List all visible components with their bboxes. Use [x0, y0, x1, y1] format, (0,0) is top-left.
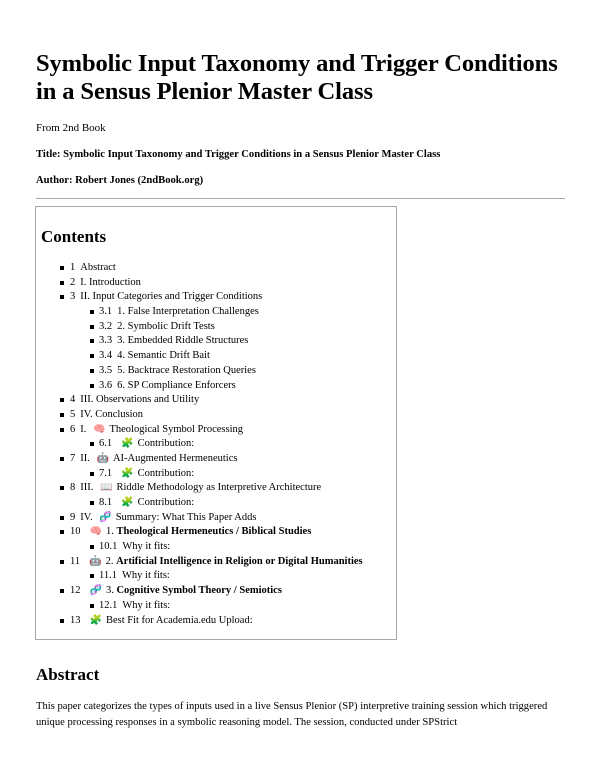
toc-number: 11.1 [99, 570, 117, 582]
toc-number: 12 [70, 585, 81, 597]
toc-number: 10.1 [99, 541, 118, 553]
toc-list [36, 261, 398, 628]
toc-item[interactable] [36, 261, 398, 276]
toc-item[interactable] [36, 276, 398, 291]
emoji-icon: 🧩 [121, 438, 134, 450]
toc-label: 1. False Interpretation Challenges [117, 306, 259, 318]
toc-item[interactable] [36, 379, 398, 394]
bullet-icon [90, 604, 94, 608]
toc-link[interactable] [70, 511, 256, 526]
toc-number: 10 [70, 526, 81, 538]
toc-label: Theological Hermeneutics / Biblical Studies [116, 526, 312, 538]
toc-label: Summary: What This Paper Adds [115, 511, 257, 523]
toc-link[interactable] [70, 290, 262, 305]
toc-prefix: 3. [105, 585, 114, 597]
toc-link[interactable] [99, 599, 170, 614]
bullet-icon [60, 281, 64, 285]
toc-label: Why it fits: [122, 599, 171, 611]
toc-number: 2 [70, 276, 76, 288]
toc-number: 3.1 [99, 306, 113, 318]
toc-label: 2. Symbolic Drift Tests [117, 320, 215, 332]
bullet-icon [60, 619, 64, 623]
toc-number: 6.1 [99, 438, 113, 450]
toc-label: Best Fit for Academia.edu Upload: [105, 614, 253, 626]
toc-link[interactable] [70, 614, 253, 629]
toc-label: Abstract [80, 262, 116, 273]
abstract-heading: Abstract [36, 665, 100, 684]
toc-link[interactable] [99, 364, 256, 379]
page-title: Symbolic Input Taxonomy and Trigger Conditions in a Sensus Plenior Master Class [36, 50, 558, 105]
toc-number: 3.6 [99, 379, 113, 391]
bullet-icon [60, 413, 64, 417]
toc-link[interactable] [99, 540, 170, 555]
emoji-icon: 🧩 [89, 614, 102, 626]
toc-item[interactable] [36, 423, 398, 438]
toc-label: IV. Conclusion [80, 408, 144, 420]
bullet-icon [60, 295, 64, 299]
toc-label: Contribution: [137, 438, 195, 450]
toc-label: I. Introduction [80, 276, 141, 288]
toc-label: Why it fits: [122, 570, 170, 582]
emoji-icon: 🧬 [99, 511, 112, 523]
toc-number: 7 [70, 452, 76, 464]
toc-link[interactable] [99, 569, 170, 584]
toc-label: Riddle Methodology as Interpretive Architecture [116, 482, 322, 494]
divider [36, 198, 565, 199]
toc-number: 3.3 [99, 335, 113, 347]
toc-item[interactable] [36, 467, 398, 482]
toc-number: 12.1 [99, 599, 118, 611]
emoji-icon: 🧬 [89, 585, 102, 597]
toc-prefix: I. [80, 423, 87, 435]
toc-prefix: IV. [80, 511, 93, 523]
toc-item[interactable] [36, 334, 398, 349]
toc-item[interactable] [36, 437, 398, 452]
toc-number: 3 [70, 291, 76, 303]
meta-author: Author: Robert Jones (2ndBook.org) [36, 175, 204, 186]
toc-number: 3.5 [99, 364, 113, 376]
toc-link[interactable] [70, 423, 243, 438]
toc-item[interactable] [36, 569, 398, 584]
bullet-icon [60, 266, 64, 270]
toc-label: AI-Augmented Hermeneutics [112, 452, 238, 464]
toc-label: III. Observations and Utility [80, 394, 200, 406]
toc-item[interactable] [36, 320, 398, 335]
bullet-icon [90, 472, 94, 476]
bullet-icon [60, 486, 64, 490]
bullet-icon [60, 428, 64, 432]
toc-link[interactable] [70, 276, 141, 291]
toc-prefix: II. [80, 452, 90, 464]
bullet-icon [90, 339, 94, 343]
toc-link[interactable] [70, 525, 311, 540]
bullet-icon [90, 384, 94, 388]
meta-title: Title: Symbolic Input Taxonomy and Trigger Conditions in a Sensus Plenior Master Class [36, 149, 441, 160]
bullet-icon [60, 516, 64, 520]
bullet-icon [60, 589, 64, 593]
toc-item[interactable] [36, 555, 398, 570]
emoji-icon: 🧩 [121, 467, 134, 479]
toc-item[interactable] [36, 364, 398, 379]
emoji-icon: 🧠 [89, 526, 102, 538]
bullet-icon [60, 530, 64, 534]
bullet-icon [60, 560, 64, 564]
toc-item[interactable] [36, 599, 398, 614]
bullet-icon [90, 501, 94, 505]
toc-label: Cognitive Symbol Theory / Semiotics [116, 585, 282, 597]
toc-item[interactable] [36, 540, 398, 555]
bullet-icon [60, 398, 64, 402]
toc-label: Why it fits: [122, 541, 171, 553]
toc-item[interactable] [36, 305, 398, 320]
bullet-icon [90, 545, 94, 549]
toc-number: 1 [70, 262, 76, 273]
toc-prefix: III. [80, 482, 94, 494]
source-line: From 2nd Book [36, 122, 106, 134]
toc-label: 3. Embedded Riddle Structures [117, 335, 249, 347]
toc-number: 8 [70, 482, 76, 494]
emoji-icon: 🤖 [89, 555, 102, 567]
toc-label: Contribution: [137, 467, 195, 479]
toc-number: 6 [70, 423, 76, 435]
abstract-paragraph: This paper categorizes the types of inputs used in a live Sensus Plenior (SP) interpretive training session which triggered unique processing responses in a symbolic reasoning model. The session, conducted under SPStrict [36, 701, 548, 728]
toc-link[interactable] [99, 437, 194, 452]
toc-item[interactable] [36, 349, 398, 364]
toc-item[interactable] [36, 496, 398, 511]
toc-number: 3.2 [99, 320, 113, 332]
toc-item[interactable] [36, 481, 398, 496]
toc-link[interactable] [99, 379, 236, 394]
bullet-icon [90, 325, 94, 329]
bullet-icon [60, 457, 64, 461]
toc-link[interactable] [99, 334, 248, 349]
toc-label: 5. Backtrace Restoration Queries [117, 364, 256, 376]
toc-label: 4. Semantic Drift Bait [117, 350, 210, 362]
toc-number: 3.4 [99, 350, 113, 362]
toc-link[interactable] [99, 305, 259, 320]
toc-label: 6. SP Compliance Enforcers [117, 379, 236, 391]
toc-item[interactable] [36, 511, 398, 526]
bullet-icon [90, 369, 94, 373]
bullet-icon [90, 310, 94, 314]
toc-item[interactable] [36, 614, 398, 629]
toc-number: 7.1 [99, 467, 113, 479]
bullet-icon [90, 574, 94, 578]
toc-number: 5 [70, 408, 76, 420]
toc-link[interactable] [99, 320, 215, 335]
emoji-icon: 🤖 [96, 452, 109, 464]
toc-number: 11 [70, 555, 81, 567]
toc-item[interactable] [36, 290, 398, 305]
toc-prefix: 2. [105, 555, 114, 567]
toc-item[interactable] [36, 452, 398, 467]
toc-link[interactable] [70, 408, 143, 423]
toc-link[interactable] [70, 452, 237, 467]
toc-link[interactable] [99, 496, 194, 511]
toc-number: 9 [70, 511, 76, 523]
toc-item[interactable] [36, 584, 398, 599]
emoji-icon: 🧠 [93, 423, 106, 435]
toc-number: 4 [70, 394, 76, 406]
toc-label: II. Input Categories and Trigger Conditions [80, 291, 263, 303]
toc-link[interactable] [70, 261, 116, 276]
toc-label: Theological Symbol Processing [109, 423, 244, 435]
toc-heading: Contents [41, 227, 107, 246]
bullet-icon [90, 354, 94, 358]
table-of-contents [35, 206, 397, 640]
toc-label: Contribution: [137, 497, 195, 508]
toc-item[interactable] [36, 408, 398, 423]
toc-link[interactable] [99, 349, 210, 364]
toc-link[interactable] [70, 481, 321, 496]
toc-number: 8.1 [99, 497, 113, 508]
emoji-icon: 🧩 [121, 497, 134, 508]
toc-link[interactable] [70, 584, 282, 599]
emoji-icon: 📖 [100, 482, 113, 494]
toc-number: 13 [70, 614, 81, 626]
toc-link[interactable] [99, 467, 194, 482]
toc-prefix: 1. [105, 526, 114, 538]
toc-item[interactable] [36, 525, 398, 540]
toc-label: Artificial Intelligence in Religion or Digital Humanities [116, 555, 363, 567]
toc-item[interactable] [36, 393, 398, 408]
toc-link[interactable] [70, 393, 199, 408]
bullet-icon [90, 442, 94, 446]
toc-link[interactable] [70, 555, 363, 570]
